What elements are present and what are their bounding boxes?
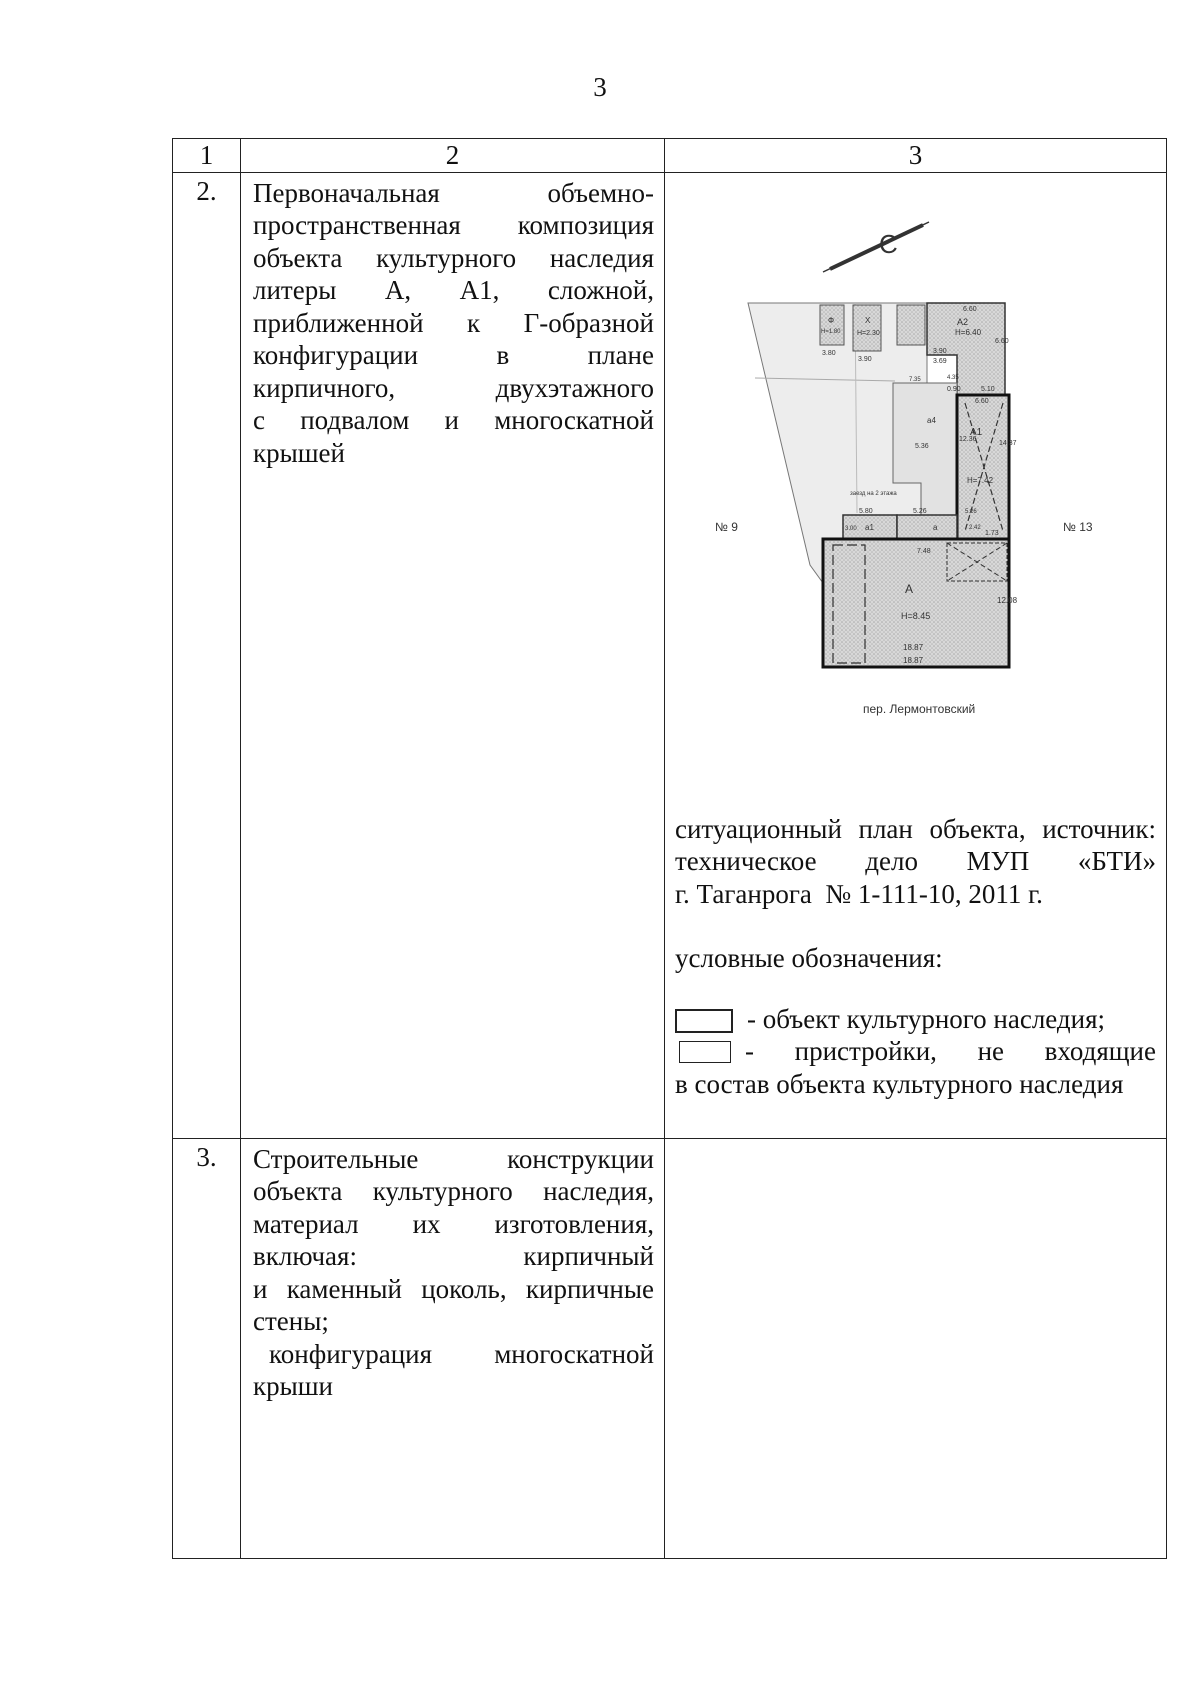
description-line: литеры А, А1, сложной, [253,275,654,305]
caption-line: г. Таганрога № 1-111-10, 2011 г. [675,878,1043,909]
description-line: конфигурация многоскатной [269,1338,654,1369]
description-line: и каменный цоколь, кирпичные [253,1273,654,1304]
description-line: крыши [253,1371,333,1401]
dim-label: 3.00 [845,525,857,532]
label-f-height: H=1.80 [821,328,841,335]
dim-label: 5.36 [915,442,929,450]
dim-label: 14.37 [999,439,1017,447]
dim-label: 0.90 [947,385,961,393]
dim-label: 4.35 [947,374,959,381]
shed-x [853,305,881,351]
label-a1-height: Н=7.42 [967,475,994,485]
description-line: с подвалом и многоскатной [253,405,654,435]
dim-label: 7.35 [909,376,921,383]
header-cell-3: 3 [665,139,1167,173]
legend-item-heritage [675,1003,1156,1036]
header-cell-1: 1 [173,139,241,173]
dim-label: 12.36 [959,435,977,443]
plan-caption [665,813,1166,1101]
legend-annex-text-cont: в состав объекта культурного наследия [675,1068,1124,1099]
caption-line: ситуационный план объекта, источник: [675,813,1156,844]
label-a4: а4 [927,415,936,425]
description-line: стены; [253,1306,329,1336]
block-a-small [897,515,957,539]
description-line: объекта культурного наследия [253,242,654,273]
north-arrow-icon [823,222,929,272]
document-table [172,138,1167,1559]
block-a1 [957,395,1009,539]
description-line: приближенной к Г-образной [253,307,654,338]
legend-annex-swatch-icon [679,1041,731,1063]
dim-label: 3.80 [822,349,836,357]
dim-label: 12.08 [997,595,1018,605]
dim-label: 6.60 [975,397,989,405]
label-a1: А1 [970,426,983,438]
label-passage: заезд на 2 этажа [850,490,897,497]
label-f: Ф [828,315,835,325]
dim-label: 5.26 [913,507,927,515]
header-cell-2: 2 [241,139,665,173]
legend-heritage-swatch-icon [675,1009,733,1033]
description-line: крышей [253,437,345,468]
caption-line: техническое дело МУП «БТИ» [675,846,1156,876]
row-description [241,172,665,1138]
label-a-small: а [933,522,938,532]
dim-label: 18.87 [903,642,924,652]
description-line: конфигурации в плане [253,340,654,370]
empty-cell [665,1138,1167,1558]
description-line: Первоначальная объемно- [253,177,654,208]
table-row [173,172,1167,1138]
label-a: А [905,581,914,596]
dim-label: 1.73 [985,529,999,537]
label-x: Х [865,315,871,325]
table-header-row [173,139,1167,173]
row-number: 3. [173,1138,241,1558]
situation-plan [665,173,1167,813]
north-label: С [879,228,898,259]
dim-label: 6.60 [995,337,1009,345]
legend-item-annex [675,1035,1156,1068]
description-line: материал их изготовления, [253,1208,654,1239]
shed-f [820,305,844,345]
dim-label: 5.80 [859,507,873,515]
dim-label: 6.60 [963,305,977,313]
dim-label: 5.26 [965,508,977,515]
neighbor-right: № 13 [1063,519,1093,534]
dim-label: 3.69 [933,357,947,365]
label-a2: А2 [957,316,969,327]
legend-title: условные обозначения: [675,943,943,973]
street-label: пер. Лермонтовский [863,701,976,716]
situation-plan-drawing [665,173,1167,813]
label-x-height: H=2.30 [857,329,880,337]
row-description [241,1138,665,1558]
label-a2-height: H=6.40 [955,327,982,337]
description-line: объекта культурного наследия, [253,1176,654,1206]
legend-heritage-text: - объект культурного наследия; [747,1003,1106,1034]
shed-small [897,305,925,345]
table-row [173,1138,1167,1558]
page-number: 3 [593,72,607,102]
dim-label: 18.87 [903,655,924,665]
description-line: Строительные конструкции [253,1143,654,1174]
dim-label: 5.10 [981,385,995,393]
dim-label: 2.42 [969,524,981,531]
dim-label: 3.90 [933,347,947,355]
row-number: 2. [173,172,241,1138]
label-a-height: H=8.45 [901,610,931,621]
label-a1-small: а1 [865,522,874,532]
legend-annex-text: - пристройки, не входящие [745,1036,1156,1066]
description-line: кирпичного, двухэтажного [253,372,654,403]
description-line: включая: кирпичный [253,1241,654,1271]
description-line: пространственная композиция [253,210,654,240]
neighbor-left: № 9 [715,519,738,534]
dim-label: 7.48 [917,547,931,555]
plan-cell [665,172,1167,1138]
dim-label: 3.90 [858,355,872,363]
